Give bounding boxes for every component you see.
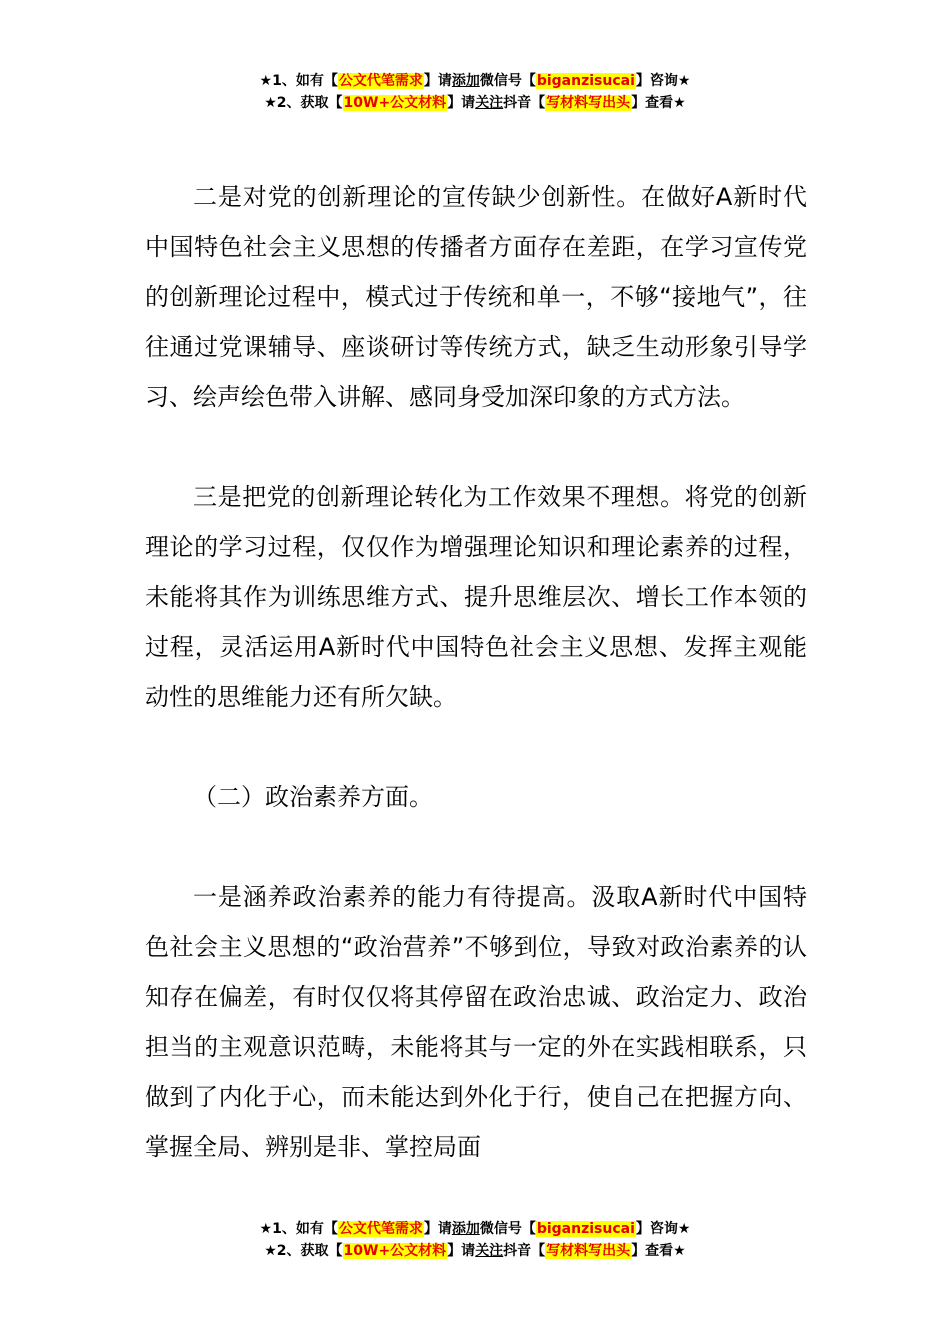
banner-highlight: 写材料写出头 (546, 1243, 631, 1259)
footer-banner (0, 1218, 950, 1262)
header-banner (0, 70, 950, 114)
banner-text: 抖音【 (503, 1243, 546, 1259)
banner-text: 微信号【 (479, 1221, 536, 1237)
banner-text: 】查看★ (631, 95, 686, 111)
banner-highlight: 写材料写出头 (546, 95, 631, 111)
banner-line-2 (0, 1240, 950, 1262)
paragraph: 一是涵养政治素养的能力有待提高。汲取A新时代中国特色社会主义思想的“政治营养”不够到位，导致对政治素养的认知存在偏差，有时仅仅将其停留在政治忠诚、政治定力、政治担当的主观意识范畴，未能将其与一定的外在实践相联系，只做到了内化于心，而未能达到外化于行，使自己在把握方向、掌握全局、辨别是非、掌控局面 (145, 883, 807, 1161)
banner-highlight: biganzisucai (536, 73, 635, 89)
banner-emphasis: 添加 (451, 1221, 480, 1237)
banner-text: 】请 (447, 95, 476, 111)
banner-highlight: 公文代笔需求 (338, 73, 423, 89)
banner-text: 】咨询★ (635, 73, 691, 89)
banner-text: ★1、如有【 (259, 73, 338, 89)
banner-text: 】请 (447, 1243, 476, 1259)
banner-text: 】请 (423, 1221, 452, 1237)
banner-line-1 (0, 1218, 950, 1240)
banner-line-2 (0, 92, 950, 114)
banner-highlight: 公文代笔需求 (338, 1221, 423, 1237)
paragraph: 三是把党的创新理论转化为工作效果不理想。将党的创新理论的学习过程，仅仅作为增强理论知识和理论素养的过程，未能将其作为训练思维方式、提升思维层次、增长工作本领的过程，灵活运用A新时代中国特色社会主义思想、发挥主观能动性的思维能力还有所欠缺。 (145, 483, 807, 711)
document-body (145, 172, 807, 1172)
banner-highlight: 10W+公文材料 (343, 1243, 447, 1259)
section-heading: （二）政治素养方面。 (193, 783, 433, 811)
banner-text: ★1、如有【 (259, 1221, 338, 1237)
banner-highlight: biganzisucai (536, 1221, 635, 1237)
banner-text: 】请 (423, 73, 452, 89)
banner-text: 抖音【 (503, 95, 546, 111)
banner-emphasis: 关注 (475, 1243, 504, 1259)
banner-text: 】查看★ (631, 1243, 686, 1259)
banner-emphasis: 添加 (451, 73, 480, 89)
banner-highlight: 10W+公文材料 (343, 95, 447, 111)
banner-line-1 (0, 70, 950, 92)
banner-emphasis: 关注 (475, 95, 504, 111)
paragraph: 二是对党的创新理论的宣传缺少创新性。在做好A新时代中国特色社会主义思想的传播者方面存在差距，在学习宣传党的创新理论过程中，模式过于传统和单一，不够“接地气”，往往通过党课辅导、座谈研讨等传统方式，缺乏生动形象引导学习、绘声绘色带入讲解、感同身受加深印象的方式方法。 (145, 183, 807, 411)
banner-text: ★2、获取【 (264, 95, 343, 111)
banner-text: ★2、获取【 (264, 1243, 343, 1259)
banner-text: 】咨询★ (635, 1221, 691, 1237)
banner-text: 微信号【 (479, 73, 536, 89)
